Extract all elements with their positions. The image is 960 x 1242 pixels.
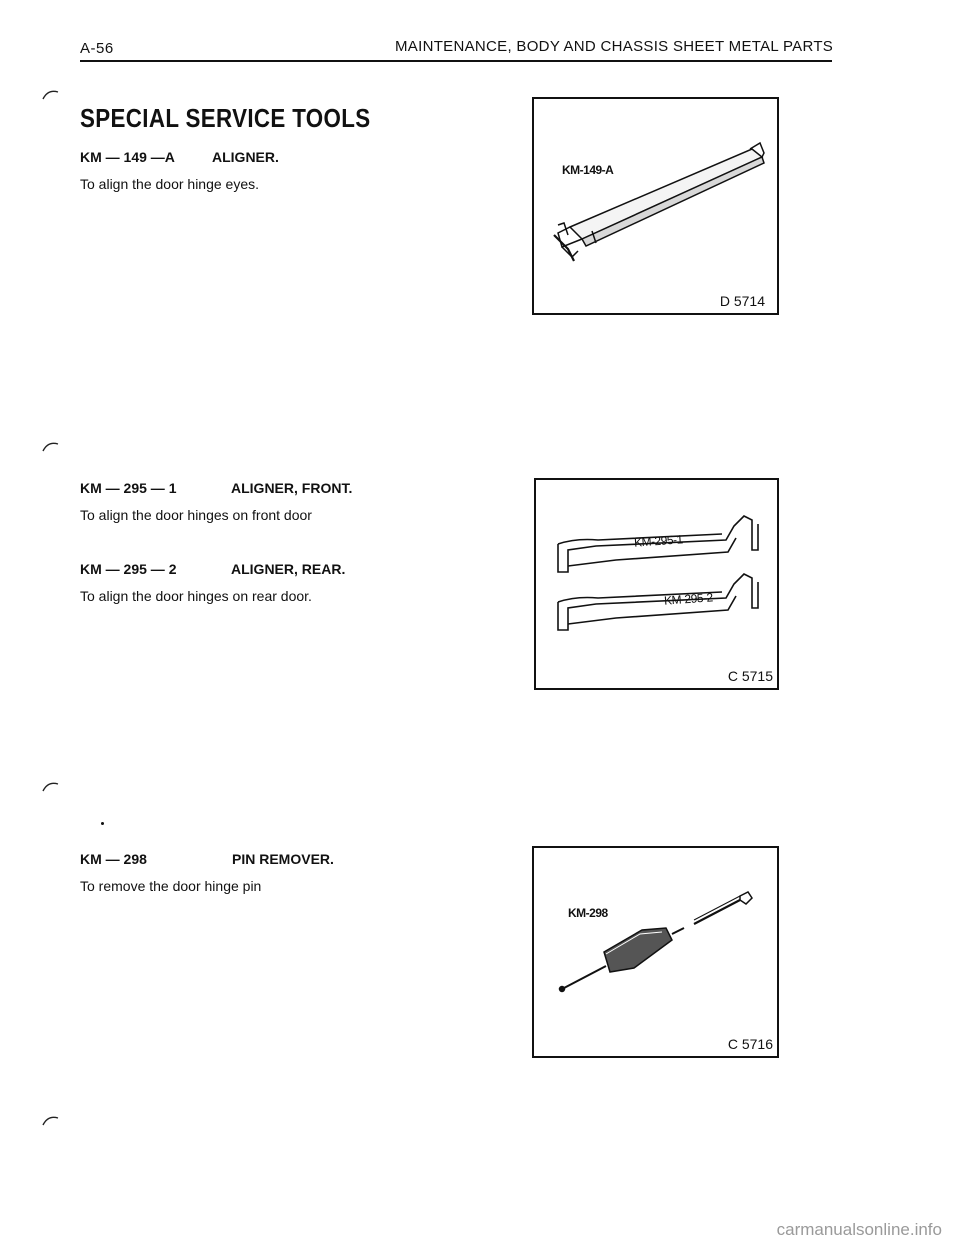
aligner-tool-illustration	[534, 99, 777, 313]
figure-id: C 5715	[727, 668, 773, 684]
watermark[interactable]: carmanualsonline.info	[776, 1220, 942, 1239]
figure-tag: KM-149-A	[562, 163, 614, 177]
tool-name: ALIGNER.	[212, 149, 279, 165]
figure-km-298	[532, 846, 779, 1058]
tool-code: KM — 149 —A	[80, 149, 175, 165]
figure-km-149-a	[532, 97, 779, 315]
tool-name: ALIGNER, FRONT.	[231, 480, 353, 496]
page-number: A-56	[80, 40, 114, 57]
tool-code: KM — 298	[80, 851, 147, 867]
tool-code: KM — 295 — 2	[80, 561, 177, 577]
aligner-front-rear-illustration	[536, 480, 777, 688]
figure-id: C 5716	[727, 1036, 773, 1052]
stray-dot	[101, 822, 104, 825]
figure-tag: KM-298	[568, 906, 608, 920]
header-rule	[80, 60, 832, 62]
tool-description: To remove the door hinge pin	[80, 878, 262, 894]
tool-description: To align the door hinges on front door	[80, 507, 312, 523]
figure-tag: KM-295-2	[663, 590, 714, 608]
figure-tag: KM-295-1	[633, 532, 684, 550]
margin-mark	[42, 1114, 60, 1126]
pin-remover-illustration	[534, 848, 777, 1056]
section-title: SPECIAL SERVICE TOOLS	[80, 103, 371, 133]
margin-mark	[42, 440, 60, 452]
figure-km-295	[534, 478, 779, 690]
tool-name: ALIGNER, REAR.	[231, 561, 346, 577]
running-header: MAINTENANCE, BODY AND CHASSIS SHEET METAL PARTS	[395, 38, 834, 55]
tool-description: To align the door hinge eyes.	[80, 176, 260, 192]
tool-name: PIN REMOVER.	[232, 851, 334, 867]
margin-mark	[42, 88, 60, 100]
tool-code: KM — 295 — 1	[80, 480, 177, 496]
tool-description: To align the door hinges on rear door.	[80, 588, 312, 604]
margin-mark	[42, 780, 60, 792]
figure-id: D 5714	[719, 293, 765, 309]
